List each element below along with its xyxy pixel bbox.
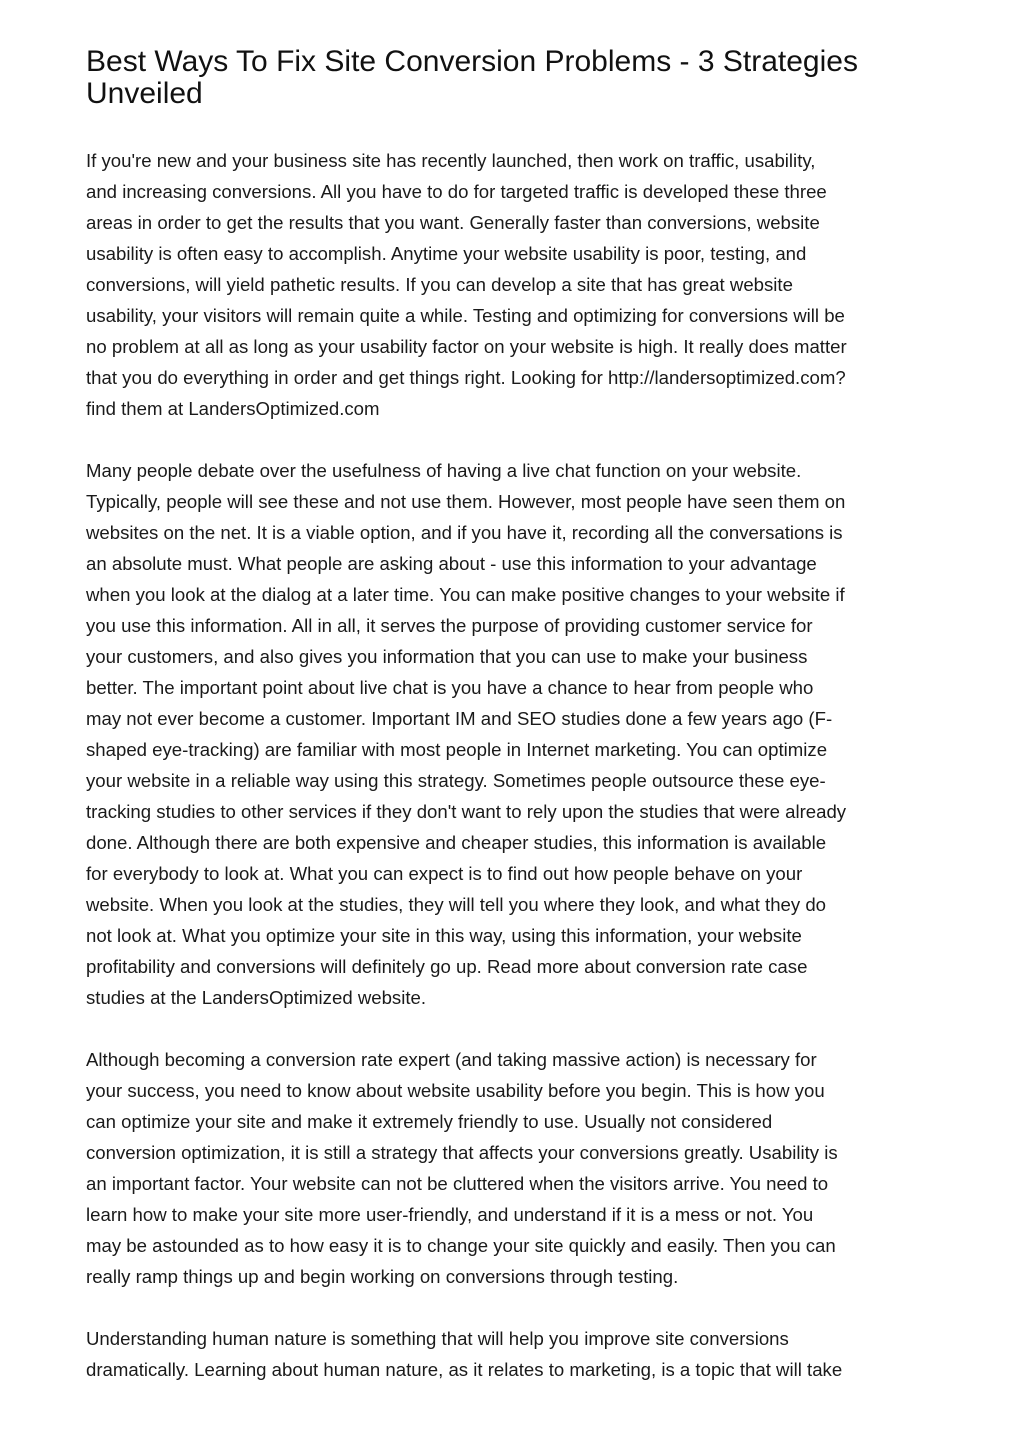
paragraph-line: areas in order to get the results that you want. Generally faster than conversions, website [86, 212, 820, 233]
body-paragraph [86, 455, 948, 1013]
paragraph-line: no problem at all as long as your usability factor on your website is high. It really does matter [86, 336, 847, 357]
paragraph-line: Typically, people will see these and not use them. However, most people have seen them on [86, 491, 846, 512]
paragraph-line: shaped eye-tracking) are familiar with most people in Internet marketing. You can optimize [86, 739, 828, 760]
paragraph-line: not look at. What you optimize your site in this way, using this information, your website [86, 925, 802, 946]
paragraph-line: find them at LandersOptimized.com [86, 398, 380, 419]
paragraph-line: conversion optimization, it is still a strategy that affects your conversions greatly. Usability is [86, 1142, 838, 1163]
document-title [86, 46, 946, 110]
paragraph-line: dramatically. Learning about human nature, as it relates to marketing, is a topic that will take [86, 1359, 843, 1380]
paragraph-line: website. When you look at the studies, they will tell you where they look, and what they do [86, 894, 827, 915]
paragraph-line: usability, your visitors will remain quite a while. Testing and optimizing for conversions will be [86, 305, 845, 326]
body-paragraph [86, 145, 948, 424]
paragraph-line: an absolute must. What people are asking about - use this information to your advantage [86, 553, 817, 574]
paragraph-line: that you do everything in order and get things right. Looking for http://landersoptimized.com? [86, 367, 846, 388]
paragraph-line: conversions, will yield pathetic results. If you can develop a site that has great website [86, 274, 793, 295]
paragraph-line: studies at the LandersOptimized website. [86, 987, 427, 1008]
paragraph-line: Understanding human nature is something that will help you improve site conversions [86, 1328, 789, 1349]
paragraph-line: you use this information. All in all, it serves the purpose of providing customer service for [86, 615, 813, 636]
paragraph-line: can optimize your site and make it extremely friendly to use. Usually not considered [86, 1111, 773, 1132]
paragraph-line: tracking studies to other services if they don't want to rely upon the studies that were already [86, 801, 847, 822]
paragraph-line: If you're new and your business site has recently launched, then work on traffic, usability, [86, 150, 816, 171]
paragraph-line: an important factor. Your website can not be cluttered when the visitors arrive. You need to [86, 1173, 829, 1194]
body-paragraph [86, 1323, 948, 1385]
paragraph-line: better. The important point about live chat is you have a chance to hear from people who [86, 677, 814, 698]
title-line: Unveiled [86, 77, 203, 110]
paragraph-line: may not ever become a customer. Important IM and SEO studies done a few years ago (F- [86, 708, 833, 729]
paragraph-line: usability is often easy to accomplish. Anytime your website usability is poor, testing, and [86, 243, 807, 264]
paragraph-line: done. Although there are both expensive and cheaper studies, this information is available [86, 832, 827, 853]
paragraph-line: websites on the net. It is a viable option, and if you have it, recording all the conversations is [86, 522, 843, 543]
paragraph-line: really ramp things up and begin working on conversions through testing. [86, 1266, 679, 1287]
paragraph-line: Although becoming a conversion rate expert (and taking massive action) is necessary for [86, 1049, 817, 1070]
body-paragraph [86, 1044, 948, 1292]
paragraph-line: your customers, and also gives you information that you can use to make your business [86, 646, 808, 667]
paragraph-line: your success, you need to know about website usability before you begin. This is how you [86, 1080, 825, 1101]
paragraph-line: when you look at the dialog at a later time. You can make positive changes to your website if [86, 584, 845, 605]
paragraph-line: profitability and conversions will definitely go up. Read more about conversion rate case [86, 956, 808, 977]
paragraph-line: and increasing conversions. All you have to do for targeted traffic is developed these three [86, 181, 827, 202]
document-body [86, 145, 948, 1416]
paragraph-line: may be astounded as to how easy it is to change your site quickly and easily. Then you can [86, 1235, 836, 1256]
paragraph-line: your website in a reliable way using this strategy. Sometimes people outsource these eye- [86, 770, 826, 791]
paragraph-line: learn how to make your site more user-friendly, and understand if it is a mess or not. You [86, 1204, 814, 1225]
paragraph-line: Many people debate over the usefulness of having a live chat function on your website. [86, 460, 802, 481]
title-line: Best Ways To Fix Site Conversion Problems - 3 Strategies [86, 45, 858, 78]
paragraph-line: for everybody to look at. What you can expect is to find out how people behave on your [86, 863, 803, 884]
